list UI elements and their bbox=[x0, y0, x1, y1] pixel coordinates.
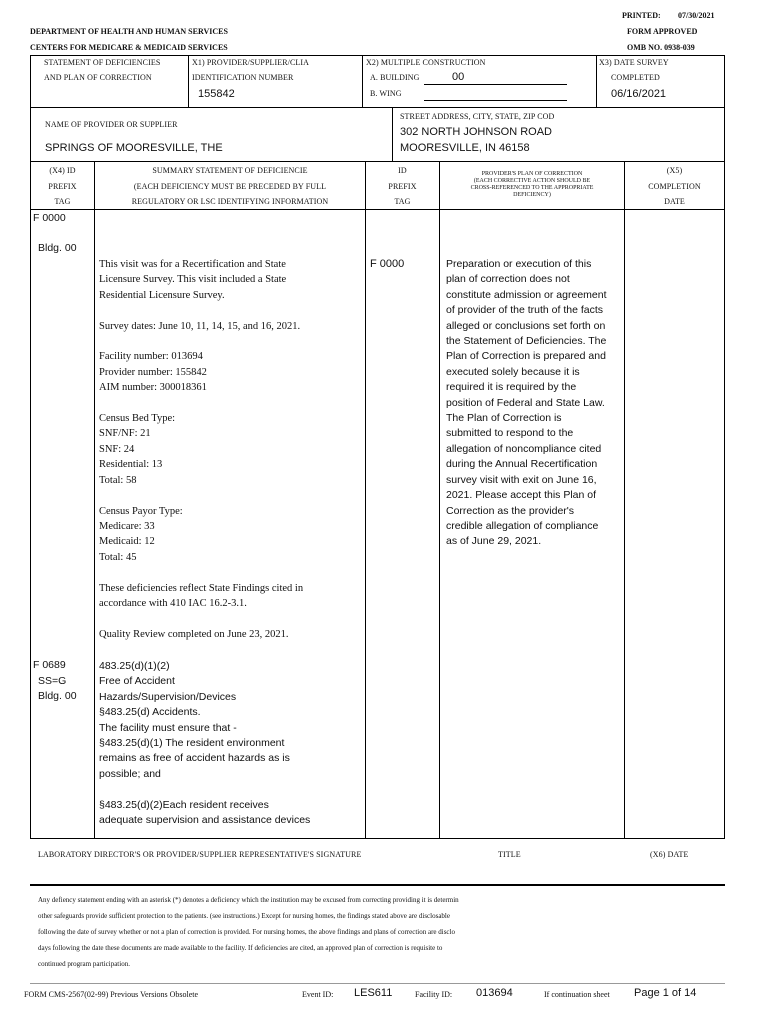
plan-label-3: CROSS-REFERENCED TO THE APPROPRIATE bbox=[470, 185, 594, 191]
deficiency-tag-1: F 0000 bbox=[33, 212, 66, 224]
building-label: A. BUILDING bbox=[370, 73, 420, 82]
x6-date-label: (X6) DATE bbox=[650, 850, 689, 859]
grid-col-line-2 bbox=[365, 161, 366, 839]
footer-rule bbox=[30, 983, 725, 984]
regulation-text: 483.25(d)(1)(2) Free of Accident Hazards/Supervision/Devices §483.25(d) Accidents. The facility must ensure that - §483.25(d)(1) The resident environment remains as free of accident hazards as is possible; and §483.25(d)(2)Each resident receives adequate supervision and assistance devices bbox=[99, 660, 311, 827]
provider-name-label: NAME OF PROVIDER OR SUPPLIER bbox=[45, 120, 178, 129]
provider-name-value: SPRINGS OF MOORESVILLE, THE bbox=[45, 142, 223, 154]
page-number: Page 1 of 14 bbox=[634, 987, 697, 999]
box2-bottom-border bbox=[30, 161, 725, 162]
grid-left-border bbox=[30, 161, 31, 839]
street-address-line2: MOORESVILLE, IN 46158 bbox=[400, 142, 530, 154]
x1-label-1: X1) PROVIDER/SUPPLIER/CLIA bbox=[192, 58, 310, 67]
statement-label-1: STATEMENT OF DEFICIENCIES bbox=[44, 58, 161, 67]
grid-col-line-4 bbox=[624, 161, 625, 839]
disclaimer-line-2: other safeguards provide sufficient protection to the patients. (see instructions.) Except for nursing homes, the findings stated above are disclosable bbox=[38, 912, 450, 920]
street-address-label: STREET ADDRESS, CITY, STATE, ZIP COD bbox=[400, 112, 555, 121]
x3-label-2: COMPLETED bbox=[611, 73, 660, 82]
omb-number: OMB NO. 0938-039 bbox=[627, 43, 695, 52]
disclaimer-line-4: days following the date these documents are made available to the facility. If deficiencies are cited, an approved plan of correction is requisite to bbox=[38, 944, 443, 952]
plan-of-correction-text: Preparation or execution of this plan of correction does not constitute admission or agreement of provider of the truth of the facts alleged or conclusions set forth on the Statement of Deficiencies. The Plan of Correction is prepared and executed solely because it is required it is required by the position of Federal and State Law. The Plan of Correction is submitted to respond to the allegation of noncompliance cited during the Annual Recertification survey visit with exit on June 16, 2021. Please accept this Plan of Correction as the provider's credible allegation of compliance as of June 29, 2021. bbox=[446, 258, 607, 548]
plan-label-2: (EACH CORRECTIVE ACTION SHOULD BE bbox=[473, 178, 591, 184]
x5-label-1: (X5) bbox=[666, 166, 683, 175]
box1-div-2 bbox=[362, 55, 363, 108]
street-address-line1: 302 NORTH JOHNSON ROAD bbox=[400, 126, 552, 138]
event-id-value: LES611 bbox=[354, 987, 393, 999]
survey-completed-date: 06/16/2021 bbox=[611, 88, 667, 100]
wing-label: B. WING bbox=[370, 89, 402, 98]
box1-div-1 bbox=[188, 55, 189, 108]
scope-severity-tag: SS=G bbox=[38, 675, 67, 687]
summary-label-3: REGULATORY OR LSC IDENTIFYING INFORMATION bbox=[131, 197, 329, 206]
form-number: FORM CMS-2567(02-99) Previous Versions Obsolete bbox=[24, 990, 199, 999]
department-name: DEPARTMENT OF HEALTH AND HUMAN SERVICES bbox=[30, 27, 228, 36]
provider-id-value: 155842 bbox=[198, 88, 235, 100]
event-id-label: Event ID: bbox=[302, 990, 334, 999]
x2-label: X2) MULTIPLE CONSTRUCTION bbox=[366, 58, 486, 67]
building-tag-1: Bldg. 00 bbox=[38, 242, 77, 254]
box2-divider bbox=[392, 107, 393, 162]
building-underline bbox=[424, 84, 567, 85]
facility-id-label: Facility ID: bbox=[415, 990, 453, 999]
header-bottom-rule bbox=[30, 209, 725, 210]
facility-id-value: 013694 bbox=[476, 987, 513, 999]
building-tag-2: Bldg. 00 bbox=[38, 690, 77, 702]
printed-label: PRINTED: bbox=[622, 11, 661, 20]
grid-col-line-3 bbox=[439, 161, 440, 839]
plan-label-4: DEFICIENCY) bbox=[513, 192, 551, 198]
box2-left-border bbox=[30, 107, 31, 162]
x5-label-3: DATE bbox=[664, 197, 685, 206]
x3-label-1: X3) DATE SURVEY bbox=[599, 58, 669, 67]
continuation-label: If continuation sheet bbox=[544, 990, 610, 999]
disclaimer-line-1: Any defiency statement ending with an asterisk (*) denotes a deficiency which the institution may be excused from correcting providing it is determin bbox=[38, 896, 459, 904]
x4-label-1: (X4) ID bbox=[49, 166, 76, 175]
printed-date: 07/30/2021 bbox=[678, 11, 715, 20]
x4-label-2: PREFIX bbox=[48, 182, 77, 191]
box1-bottom-border bbox=[30, 107, 725, 108]
form-approved: FORM APPROVED bbox=[627, 27, 698, 36]
id-label-1: ID bbox=[398, 166, 407, 175]
x1-label-2: IDENTIFICATION NUMBER bbox=[192, 73, 294, 82]
x5-label-2: COMPLETION bbox=[648, 182, 701, 191]
grid-bottom-border bbox=[30, 838, 725, 839]
x4-label-3: TAG bbox=[54, 197, 71, 206]
box1-div-3 bbox=[596, 55, 597, 108]
disclaimer-line-5: continued program participation. bbox=[38, 960, 130, 968]
grid-col-line-1 bbox=[94, 161, 95, 839]
centers-name: CENTERS FOR MEDICARE & MEDICAID SERVICES bbox=[30, 43, 228, 52]
statement-label-2: AND PLAN OF CORRECTION bbox=[44, 73, 152, 82]
id-label-2: PREFIX bbox=[388, 182, 417, 191]
lab-director-signature-label: LABORATORY DIRECTOR'S OR PROVIDER/SUPPLIER REPRESENTATIVE'S SIGNATURE bbox=[38, 850, 362, 859]
box1-top-border bbox=[30, 55, 725, 56]
building-value: 00 bbox=[452, 71, 465, 83]
plan-id-tag-1: F 0000 bbox=[370, 258, 405, 270]
summary-label-2: (EACH DEFICIENCY MUST BE PRECEDED BY FULL bbox=[133, 182, 327, 191]
box2-right-border bbox=[724, 107, 725, 162]
summary-label-1: SUMMARY STATEMENT OF DEFICIENCIE bbox=[152, 166, 308, 175]
wing-underline bbox=[424, 100, 567, 101]
box1-right-border bbox=[724, 55, 725, 108]
disclaimer-line-3: following the date of survey whether or not a plan of correction is provided. For nursing homes, the above findings and plans of correction are disclo bbox=[38, 928, 455, 936]
plan-label-1: PROVIDER'S PLAN OF CORRECTION bbox=[481, 171, 583, 177]
grid-right-border bbox=[724, 161, 725, 839]
box1-left-border bbox=[30, 55, 31, 108]
summary-statement-text: This visit was for a Recertification and State Licensure Survey. This visit included a State Residential Licensure Survey. Survey dates: June 10, 11, 14, 15, and 16, 2021. Facility number: 013694 Provider number: 155842 AIM number: 300018361 Census Bed Type: SNF/NF: 21 SNF: 24 Residential: 13 Total: 58 Census Payor Type: Medicare: 33 Medicaid: 12 Total: 45 These deficiencies reflect State Findings cited in accordance with 410 IAC 16.2-3.1. Quality Review completed on June 23, 2021. bbox=[99, 259, 304, 640]
deficiency-tag-2: F 0689 bbox=[33, 659, 66, 671]
title-label: TITLE bbox=[498, 850, 521, 859]
id-label-3: TAG bbox=[394, 197, 411, 206]
signature-bottom-rule bbox=[30, 884, 725, 886]
